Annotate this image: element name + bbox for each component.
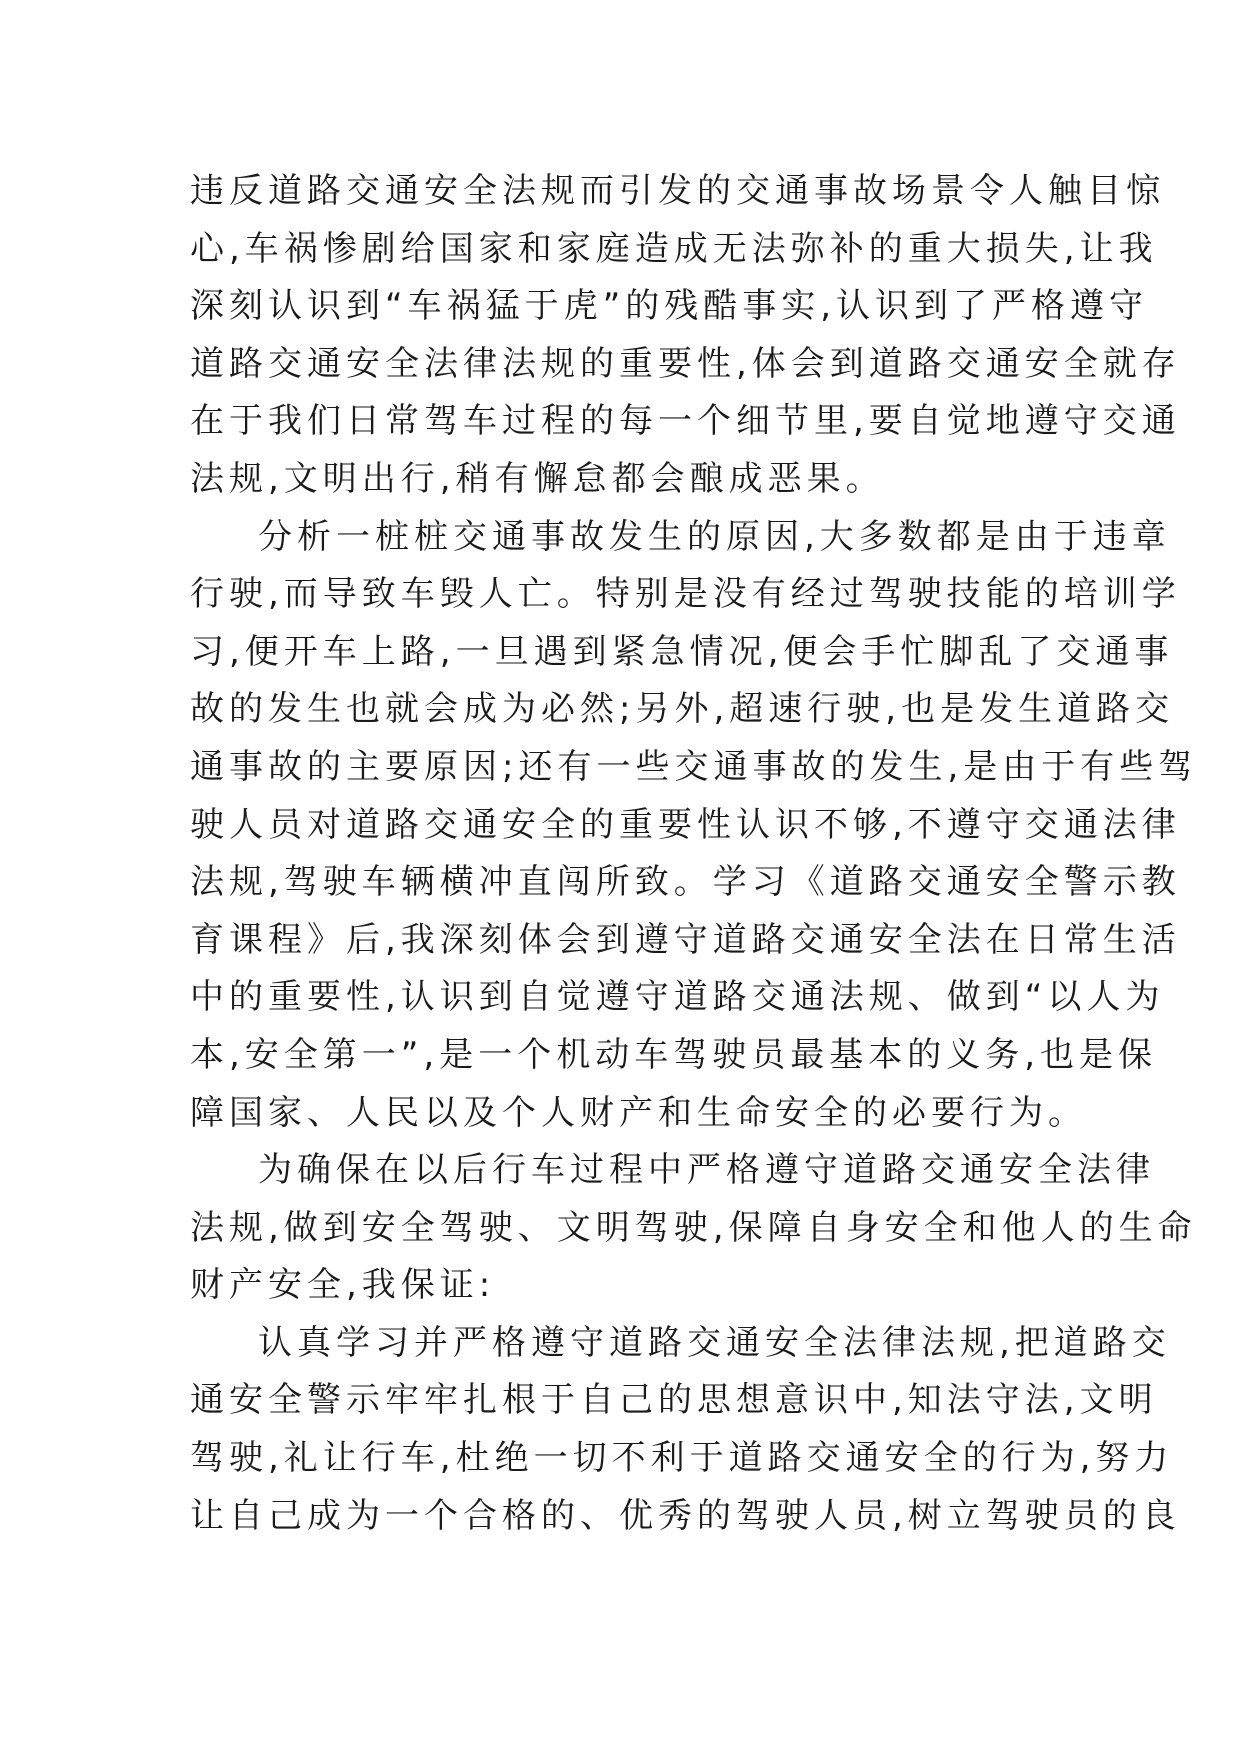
text-line: 财产安全,我保证: bbox=[190, 1265, 496, 1306]
text-line: 行驶,而导致车毁人亡。特别是没有经过驾驶技能的培训学 bbox=[190, 574, 1181, 615]
text-line: 障国家、人民以及个人财产和生命安全的必要行为。 bbox=[190, 1092, 1087, 1133]
text-line: 心,车祸惨剧给国家和家庭造成无法弥补的重大损失,让我 bbox=[190, 228, 1158, 269]
text-line: 中的重要性,认识到自觉遵守道路交通法规、做到“以人为 bbox=[190, 977, 1165, 1018]
text-line: 故的发生也就会成为必然;另外,超速行驶,也是发生道路交 bbox=[190, 689, 1175, 730]
text-line: 习,便开车上路,一旦遇到紧急情况,便会手忙脚乱了交通事 bbox=[190, 631, 1174, 672]
text-line: 通安全警示牢牢扎根于自己的思想意识中,知法守法,文明 bbox=[190, 1380, 1158, 1421]
paragraph-4 bbox=[190, 1315, 1181, 1545]
text-line: 法规,做到安全驾驶、文明驾驶,保障自身安全和他人的生命 bbox=[190, 1207, 1197, 1248]
text-line: 道路交通安全法律法规的重要性,体会到道路交通安全就存 bbox=[190, 343, 1181, 384]
text-line: 认真学习并严格遵守道路交通安全法律法规,把道路交 bbox=[258, 1322, 1171, 1363]
text-line: 本,安全第一”,是一个机动车驾驶员最基本的义务,也是保 bbox=[190, 1034, 1158, 1075]
text-line: 分析一桩桩交通事故发生的原因,大多数都是由于违章 bbox=[258, 516, 1171, 557]
text-line: 让自己成为一个合格的、优秀的驾驶人员,树立驾驶员的良 bbox=[190, 1495, 1181, 1536]
text-line: 违反道路交通安全法规而引发的交通事故场景令人触目惊 bbox=[190, 171, 1165, 211]
text-line: 法规,文明出行,稍有懈怠都会酿成恶果。 bbox=[190, 458, 885, 499]
text-line: 在于我们日常驾车过程的每一个细节里,要自觉地遵守交通 bbox=[190, 401, 1181, 442]
paragraph-2 bbox=[190, 509, 1198, 1143]
document-body bbox=[190, 163, 1198, 1545]
text-line: 驶人员对道路交通安全的重要性认识不够,不遵守交通法律 bbox=[190, 804, 1181, 845]
text-line: 法规,驾驶车辆横冲直闯所致。学习《道路交通安全警示教 bbox=[190, 862, 1181, 903]
text-line: 育课程》后,我深刻体会到遵守道路交通安全法在日常生活 bbox=[190, 919, 1181, 960]
paragraph-1 bbox=[190, 163, 1181, 509]
text-line: 驾驶,礼让行车,杜绝一切不利于道路交通安全的行为,努力 bbox=[190, 1438, 1174, 1479]
paragraph-3 bbox=[190, 1142, 1197, 1315]
text-line: 为确保在以后行车过程中严格遵守道路交通安全法律 bbox=[258, 1150, 1155, 1191]
text-line: 通事故的主要原因;还有一些交通事故的发生,是由于有些驾 bbox=[190, 746, 1198, 787]
text-line: 深刻认识到“车祸猛于虎”的残酷事实,认识到了严格遵守 bbox=[190, 286, 1149, 327]
